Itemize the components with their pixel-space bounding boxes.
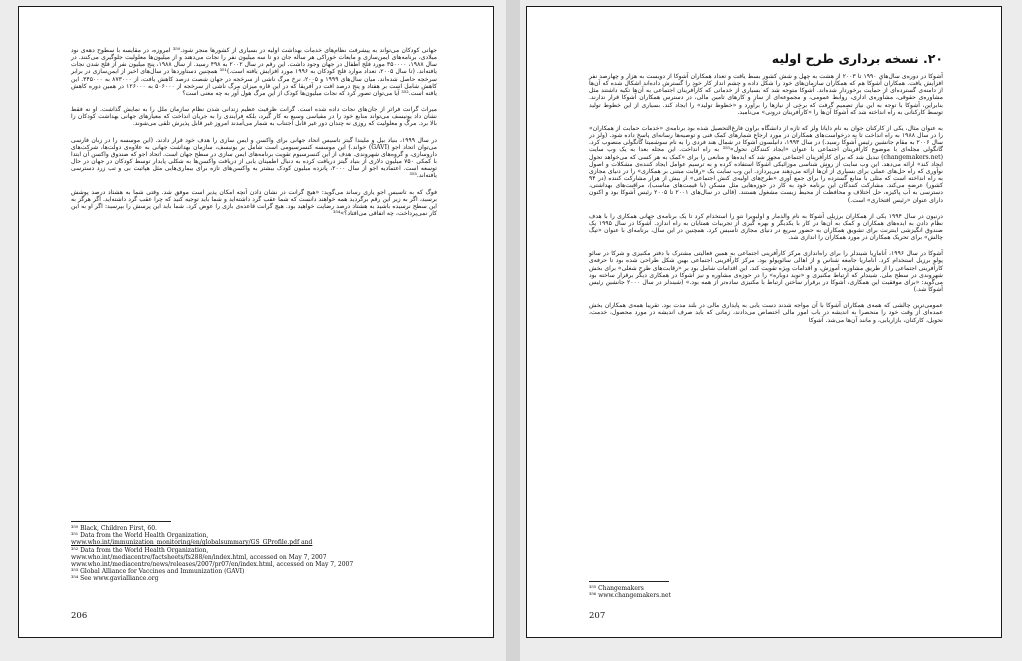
paragraph: به عنوان مثال، یکی از کارکنان جوان به نام دایانا ولز که تازه از دانشگاه براون فارغ‌التحصیل شده بود برنامه‌ی «خدمات حمایت از همکاران» را در سال ۱۹۸۸ به راه انداخت تا به درخواست‌های همکاران در مورد ارجاع شمارهای کمک فنی و توصیه‌ها رسانه‌ای پاسخ داده شود. (ولز در سال ۲۰۰۶ به مقام جانشین رئیس آشوکا رسید.) در سال ۱۹۹۳، دانیلسون آشوکا در شمال هند فردی را به نام سوشمیتا گانگولی منصوب کرد. گانگولی مجله‌ای با موضوع کارآفرینان اجتماعی با عنوان «ایجاد کنندگان تحول»³⁵⁵ به راه انداخت. این مجله بعدا به یک وب سایت (changemakers.net) تبدیل شد که برای کارآفرینان اجتماعی مجهز شد که ایده‌ها و منابعی را برای «کمک به هر کسی که می‌خواهد تحول ایجاد کند» ارائه می‌دهد. این وب سایت از روش شناسی موزائیکی آشوکا استفاده کرده و به ترسیم عوامل ایجاد کننده‌ی مشکلات و اصول نوآوری که راه حل‌های عملی برای بسیاری از آن‌ها ارائه می‌دهند می‌پردازد. این وب سایت یک «رقابت مبتنی بر همکاری» را در دنیای مجازی به راه انداخته است که مثلی با منابع گسترده را برای جمع آوری «طرح‌های اولیه‌ی کنش اجتماعی» از بیش از هزار مشارکت کننده (در ۹۴ کشور) عرضه می‌کند. مشارکت کنندگان این برنامه خود به کار در حوزه‌هایی مثل مسکن (با قیمت‌های مناسب)، مراقبت‌های بهداشتی، دسترسی به آب پاکیزه، حل اختلاف و محافظت از محیط زیست مشغول هستند. (قالی در سال‌های ۲۰۰۱ تا ۲۰۰۵ رئیس آشوکا بود و اکنون دارای عنوان «رئیس افتخاری» است.) (589, 124, 943, 204)
footnote: ³⁵³ Global Alliance for Vaccines and Immunization (GAVI) (71, 568, 245, 576)
footnote-link[interactable]: www.who.int/mediacentre/news/releases/2007/pr07/en/index.html, accessed on May 7, 2007 (71, 561, 354, 569)
body-text (71, 47, 437, 226)
footnote: ³⁵¹ Data from the World Health Organization, (71, 532, 209, 540)
page-number: 206 (71, 611, 88, 621)
paragraph: آشوکا در دوره‌ی سال‌های ۱۹۹۰ تا ۲۰۰۳ از هشت به چهل و شش کشور بسط یافت و تعداد همکاران آشوکا از دویست به هزار و چهارصد نفر افزایش یافت. همکاران آشوکا هم که همکاران سازمان‌های خود را شکل داده و چشم انداز کار خود را گسترش داده‌اند اشکال شده که آن‌ها از دامنه‌ی گسترده‌ای از حمایت برخوردار شده‌اند. آشوکا متوجه شد که بسیاری از خدماتی که کارآفرینان اجتماعی به آن‌ها تکیه داشتند مثل مشاوره‌ی حقوقی، مشاوره‌ی اداری، روابط عمومی، و مجموعه‌ای از ساز و کارهای تامین مالی، در دسترس همکاران آشوکا قرار ندارند. بنابراین، آشوکا با توجه به این نیاز تصمیم گرفت که برخی از نیازها را برآورد و «خطوط تولید» را ایجاد کند. بسیاری از این خطوط تولید توسط کارکنانی به راه انداخته شد که آشوکا آن‌ها را «کارآفرینان درونی» می‌نامید. (589, 73, 943, 116)
footnotes (71, 525, 437, 583)
paragraph: جهانی کودکان می‌تواند به پیشرفت نظام‌های خدمات بهداشت اولیه در بسیاری از کشورها منجر شود.³⁵⁰ امروزه، در مقایسه با سطوح دهه‌ی نود میلادی، برنامه‌های ایمن‌سازی و مایعات خوراکی هر ساله جان دو تا سه میلیون نفر را نجات می‌دهند و از میلیون‌ها معلولیت جلوگیری می‌کنند. در سال ۱۹۸۸، ۳۵۰۰۰۰ مورد فلج اطفال در جهان وجود داشت. این رقم در سال ۲۰۰۲ به ۴۹۸ رسید. از سال ۱۹۸۸، پنج میلیون نفر از فلج شدن نجات یافته‌اند. (تا سال ۲۰۰۵، تعداد موارد فلج کودکان به ۱۹۹۶ مورد افزایش یافته است.)³⁵¹ همچنین دستاوردها در سال‌های اخیر از ایمن‌سازی در برابر سرخجه حاصل شده‌اند. میان سال‌های ۱۹۹۹ و ۲۰۰۵، نرخ مرگ ناشی از سرخجه در جهان شصت درصد کاهش یافت، از ۸۷۳۰۰۰ به ۳۴۵۰۰۰. این کاهش شامل است بر هفتاد و پنج درصد افت در آفریقا که در این قاره میزان مرگ ناشی از سرخجه از ۵۰۶۰۰۰ به ۱۲۶۰۰۰ در همین دوره کاهش یافته است.³⁵² آیا می‌توان تصور کرد که نجات میلیون‌ها کودک از این مرگ هول آور به چه معنی است؟ (71, 47, 438, 97)
paragraph: آشوکا در سال ۱۹۹۶، آناماریا شیندلر را برای راه‌اندازی مرکز کارآفرینی اجتماعی به همین فعالیتی مشترک با دفتر مکنیزی و شرکا در سائو پولو برزیل استخدام کرد. آناماریا جامعه شناس و از اهالی سائوپولو بود. مرکز کارآفرینی اجتماعی بهین شکل طراحی شده بود تا حرفه‌ی کارآفرینی اجتماعی را از طریق مشاوره، آموزش، و اقدامات ویژه تقویت کند. این اقدامات شامل بود بر «رقابت‌های طرح شغلی» برای بخش شهروندی در سطح ملی. شیندلر که ارتباط مکنیزی و «نوید دوباره» را در حوزه‌ی مشاوره و نیز آشوکا در همکاری دیگر برقرار ساخته بود می‌گوید: «برای موفقیت این همکاری، آشوکا در برقرار ساختن ارتباط با مکنیزی ساده‌تر از همه بود.» (شیندلر در سال ۲۰۰۰ جانشین رئیس آشوکا شد.) (589, 250, 944, 294)
footnote: ³⁵² Data from the World Health Organization, (71, 546, 209, 554)
section-heading: ۲۰. نسخه برداری طرح اولیه (771, 51, 943, 66)
page-gutter (506, 0, 520, 661)
body-text (589, 73, 943, 333)
paragraph: درنیون در سال ۱۹۹۴ یکی از همکاران برزیلی آشوکا به نام والدمار و اولیویرا نتو را استخدام کرد تا یک برنامه‌ی جهانی همکاری را با هدف نظام دادن به ایده‌های همکاران و کمک به آن‌ها در کار با یکدیگر و بهره گیری از تجربیات همتایان به راه اندازد. آشوکا در سال ۱۹۹۵ یک صندوق انگیزشی اینترنت برای تشویق همکاران به حضور سریع در دنیای مجازی تاسیس کرد. همچنین در این سال، برنامه‌ای با عنوان «تیگ چالش» برای تحریک همکاران در مورد همکاران را اندازی شد. (589, 212, 943, 242)
paragraph: در سال ۱۹۹۹، بنیاد بیل و ملیندا گیتز تاسیس اتحاد جهانی برای واکسن و ایمن سازی را هدف خود قرار دادند. (این موسسه را در زبان فارسی می‌توان اتحاد اجو (GAVI) خواند.) این موسسه کنسرسیومی است شامل بر یونیسف، سازمان بهداشت جهانی به علاوه‌ی دولت‌ها، شرکت‌های داروسازی، و گروه‌های شهروندی. هدف از این کنسرسیوم تقویت برنامه‌های ایمن سازی در سطح جهان است. اتحاد اجو که صندوق واکسن آن ابتدا با کمکی ۷۵۰ میلیون دلاری از بنیاد گیتز دریافت کرده به دنبال اطمینان یابی از دریافت واکسن‌ها به شکلی پایدار توسط کودکان در جهان در حال توسعه است. اعتمادیه اجو از سال ۲۰۰۰، پانزده میلیون کودک بیشتر به واکسن‌های تازه برای بیماری‌هایی مثل هپاتیت بی و تب زرد دسترسی یافته‌اند.³⁵³ (71, 136, 438, 180)
footnote-link[interactable]: ³⁵⁶ www.changemakers.net (589, 592, 671, 600)
page-left (18, 6, 494, 638)
footnote: ³⁵⁵ Changemakers (589, 585, 644, 592)
footnote: ³⁵⁴ See www.gavialliance.org (71, 575, 159, 583)
footnote: ³⁵⁰ Black, Children First, 60. (71, 525, 157, 532)
footnote-link[interactable]: www.who.int/immunization_monitoring/en/globalsummary/GS_GProfile.pdf and (71, 539, 313, 547)
paragraph: میراث گرانت فراتر از جان‌های نجات داده شده است. گرانت ظرفیت عظیم زندانی شدن نظام سازمان ملل را به نمایش گذاشت. او نه فقط نشان داد یونیسف می‌تواند منابع خود را در مقیاسی وسیع به کار گیرد، بلکه فرایندی را به جریان انداخت که معیارهای جهانی بهداشت کودکان را بالا برد. مرگ و معلولیت که روزی نه چندان دور غیر قابل اجتناب به شمار می‌آمدند امروز غیر قابل پذیرش تلقی می‌شوند. (71, 106, 437, 128)
footnote-separator (589, 581, 669, 582)
paragraph: فوگ که به تاسیس اجو یاری رساند می‌گوید: «هیچ گرانت در نشان دادن آنچه امکان پذیر است موفق شد. وقتی شما به هشتاد درصد پوشش برسید، اگر به زیر این رقم برگردید همه خواهند دانست که شما عقب گرد داشته‌اید و شما باید توجیه کنید که چرا عقب گرد داشته‌اید. اگر هرگز به این سطح نرسیده باشید به هشتاد درصد رضایت خواهید بود. هیچ گرانت قاعده‌ی بازی را عوض کرد. شما باید این پرسش را بپرسید: اگر او به این کار نمی‌پرداخت، چه اتفاقی می‌افتاد؟»³⁵⁴ (71, 188, 437, 217)
footnote-separator (71, 521, 171, 522)
footnote-link[interactable]: www.who.int/mediacentre/factsheets/fs288/en/index.html, accessed on May 7, 2007 (71, 553, 327, 561)
page-number: 207 (589, 611, 606, 621)
page-right (526, 6, 1002, 638)
footnotes (589, 585, 943, 599)
paragraph: عمومی‌ترین چالشی که همه‌ی همکاران آشوکا با آن مواجه شدند دست یابی به پایداری مالی در بلند مدت بود. تقریبا همه‌ی همکاران بخش عمده‌ای از وقت خود را منحصرا به اندیشه در باب امور مالی اختصاص می‌دادند، زمانی که باید صرف اندیشه در مورد محصول، خدمت، تحویل، کارکنان، بازاریابی، و مانند آن‌ها می‌شد. آشوکا (589, 302, 943, 324)
